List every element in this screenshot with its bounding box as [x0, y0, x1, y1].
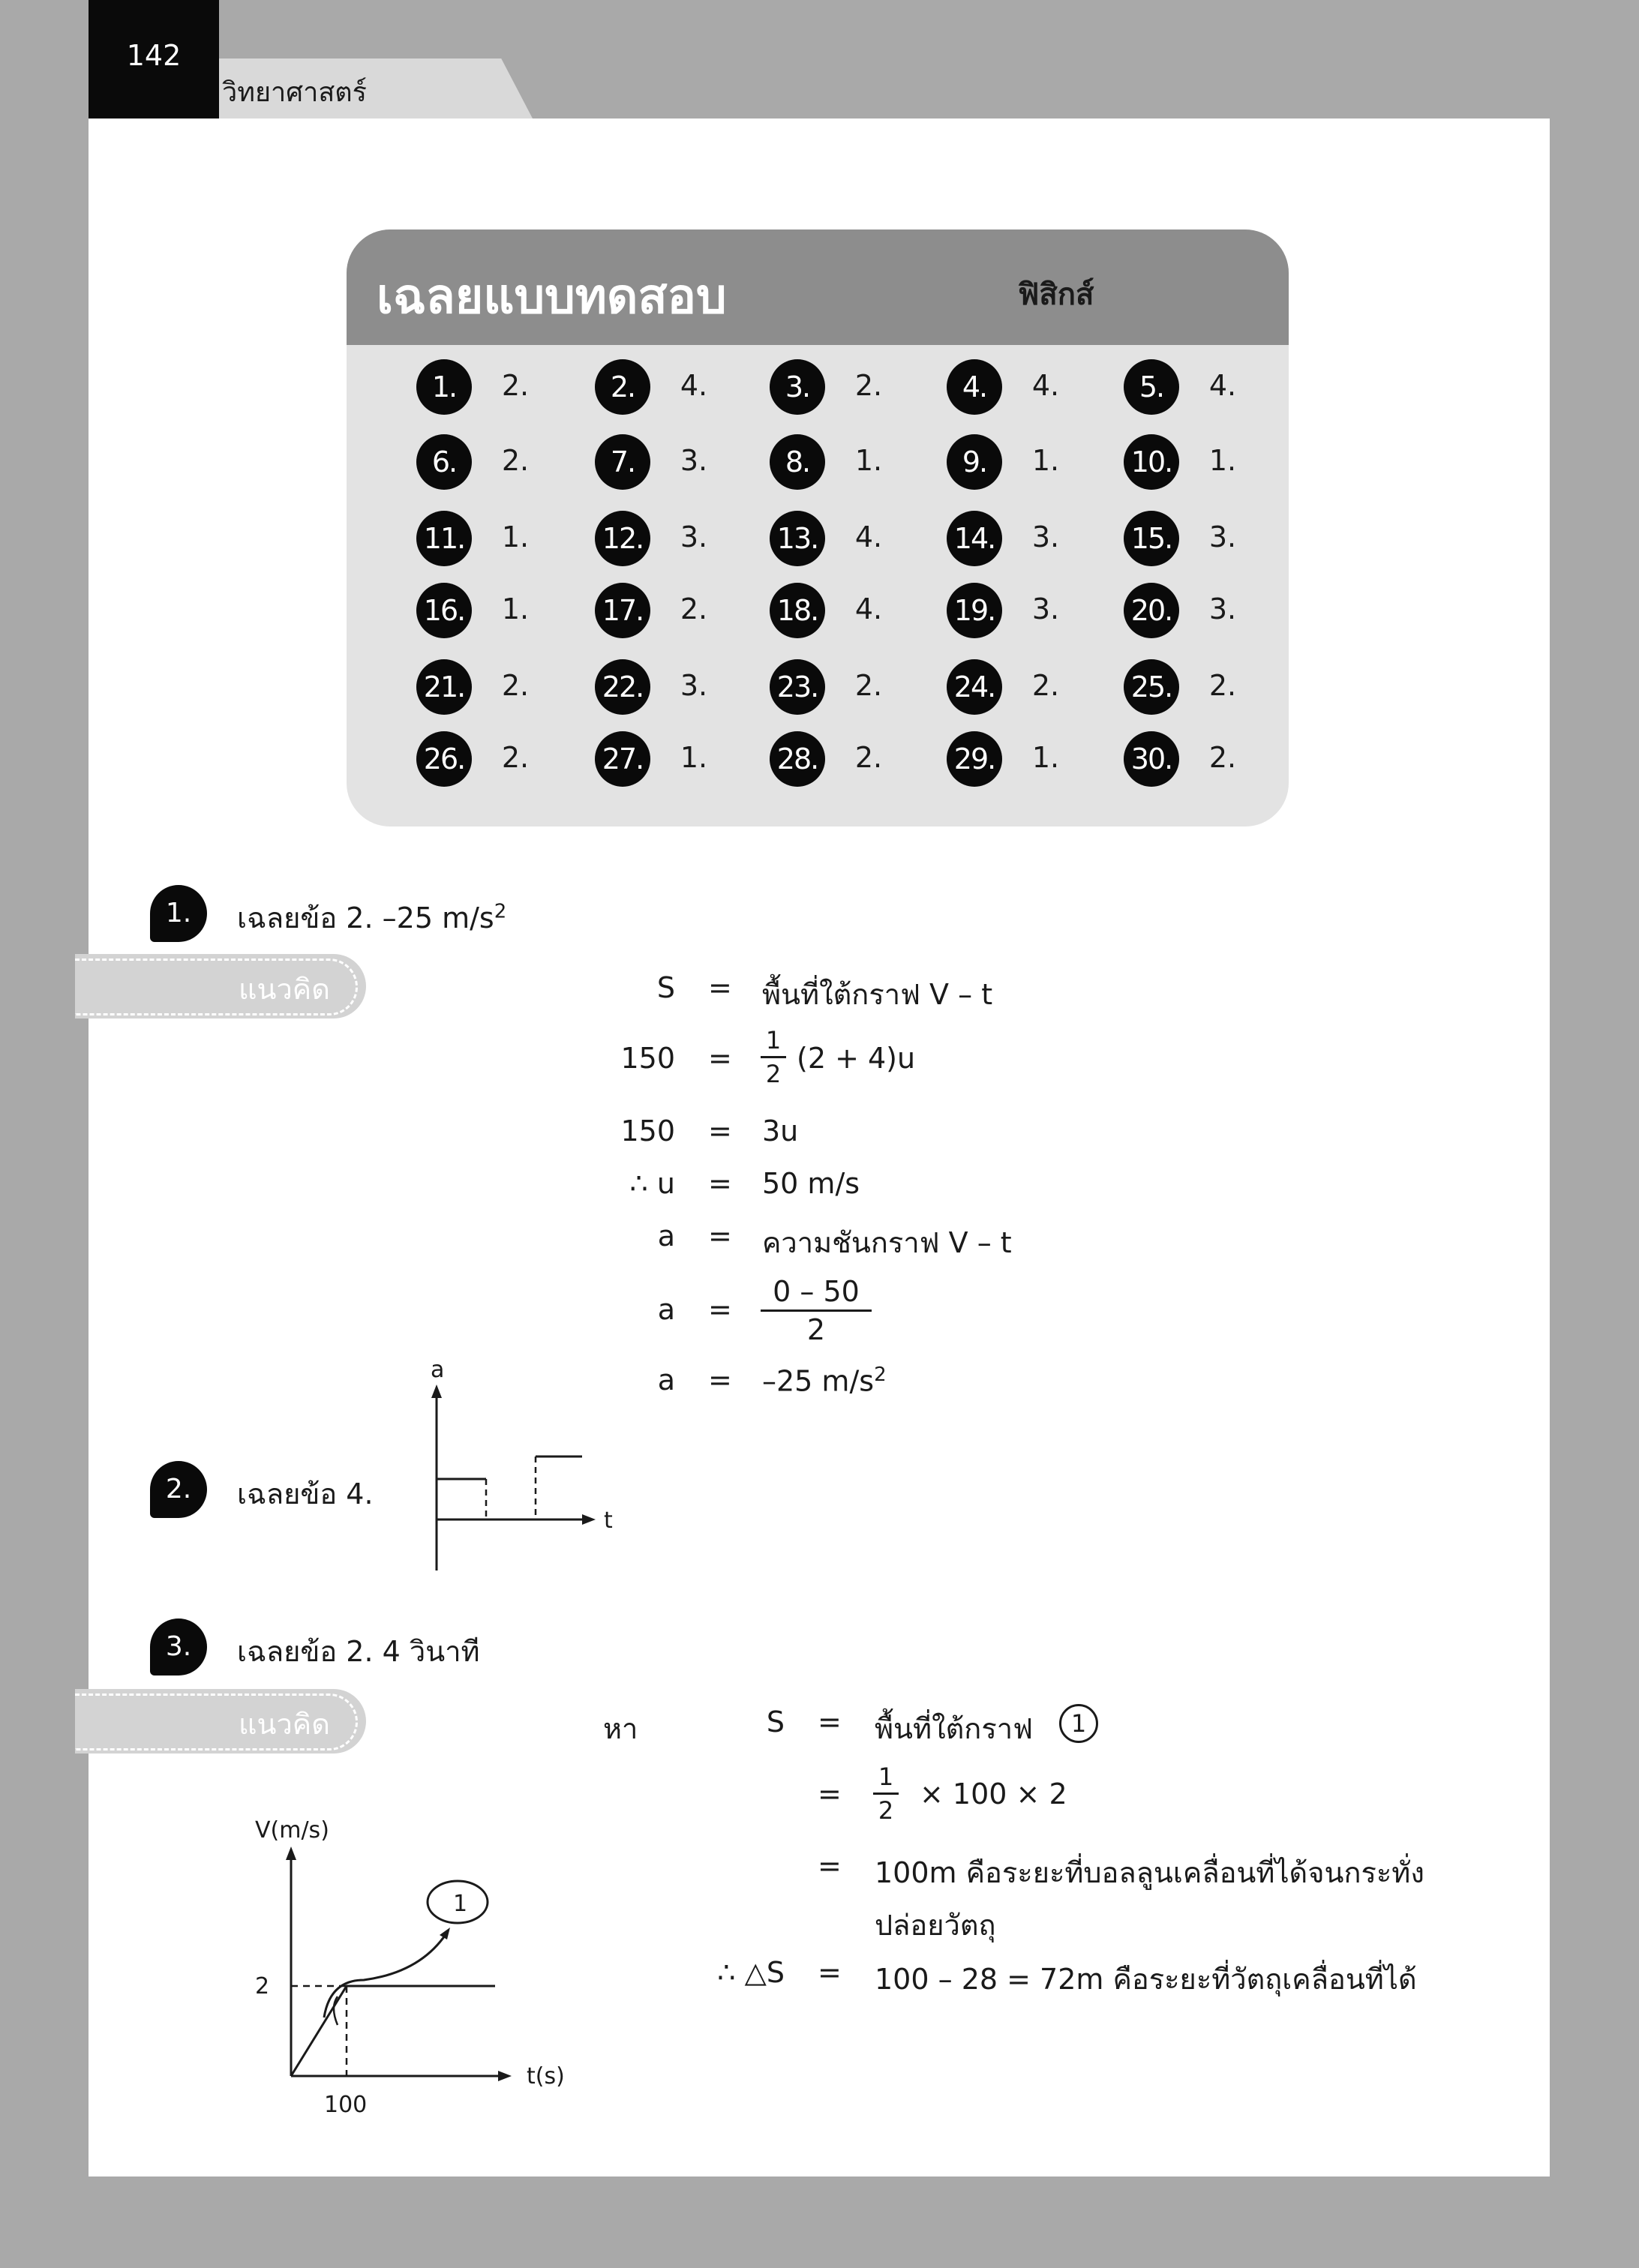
answer-choice-14: 3.: [1031, 520, 1060, 554]
answer-number-2: 2.: [595, 359, 650, 415]
q3-marker-label: 1: [453, 1891, 468, 1917]
answer-number-10: 10.: [1124, 434, 1179, 490]
answer-number-23: 23.: [770, 659, 825, 715]
answer-choice-3: 2.: [854, 369, 883, 402]
q1-line-3-equals: =: [708, 1114, 732, 1148]
answer-number-5: 5.: [1124, 359, 1179, 415]
answer-number-8: 8.: [770, 434, 825, 490]
q1-line-7-left: a: [657, 1364, 675, 1396]
answer-number-28: 28.: [770, 731, 825, 787]
page-number: 142: [126, 39, 182, 72]
answer-choice-24: 2.: [1031, 669, 1060, 702]
q3-line-3-right: 100m คือระยะที่บอลลูนเคลื่อนที่ได้จนกระทั่ง: [875, 1856, 1424, 1889]
q1-line-2-right: (2 + 4)u: [797, 1042, 916, 1075]
answer-choice-2: 4.: [680, 369, 708, 402]
q1-line-5-right: ความชันกราฟ V – t: [762, 1226, 1012, 1259]
answer-number-22: 22.: [595, 659, 650, 715]
answer-choice-8: 1.: [854, 444, 883, 477]
answer-choice-7: 3.: [680, 444, 708, 477]
answer-number-30: 30.: [1124, 731, 1179, 787]
q1-line-7-exponent: 2: [874, 1364, 887, 1386]
q3-line-2-equals: =: [818, 1778, 842, 1810]
answer-choice-22: 3.: [680, 669, 708, 702]
hint-tab-1-label: แนวคิด: [239, 973, 330, 1006]
q2-y-label: a: [431, 1357, 445, 1383]
q1-line-3-right: 3u: [762, 1114, 799, 1148]
question-1-answer: [237, 895, 506, 940]
answer-choice-10: 1.: [1208, 444, 1237, 477]
answer-number-3: 3.: [770, 359, 825, 415]
q1-line-4-left: ∴ u: [629, 1167, 675, 1200]
answer-choice-20: 3.: [1208, 592, 1237, 626]
answer-choice-13: 4.: [854, 520, 883, 554]
q1-line-7-value: –25 m/s: [762, 1364, 875, 1398]
question-1-answer-text: เฉลยข้อ 2. –25 m/s: [237, 902, 494, 934]
answer-choice-9: 1.: [1031, 444, 1060, 477]
q1-half-bar: [761, 1056, 786, 1058]
answer-number-13: 13.: [770, 511, 825, 566]
answer-number-14: 14.: [947, 511, 1002, 566]
q3-half-bar: [873, 1792, 899, 1795]
q1-slope-numerator: 0 – 50: [773, 1275, 860, 1308]
answer-choice-28: 2.: [854, 741, 883, 774]
answer-number-15: 15.: [1124, 511, 1179, 566]
q1-line-3-left: 150: [620, 1114, 675, 1148]
question-1-answer-exponent: 2: [494, 900, 507, 923]
question-3-number: 3.: [150, 1618, 207, 1676]
answer-key-title: เฉลยแบบทดสอบ: [377, 269, 727, 325]
answer-number-16: 16.: [416, 583, 472, 638]
question-2-number: 2.: [150, 1461, 207, 1518]
q1-slope-fraction: [761, 1275, 872, 1346]
q1-half-denominator: 2: [765, 1060, 782, 1088]
answer-number-9: 9.: [947, 434, 1002, 490]
q1-line-2-left: 150: [620, 1042, 675, 1075]
answer-choice-11: 1.: [501, 520, 530, 554]
hint-tab-3-label: แนวคิด: [239, 1708, 330, 1741]
q3-half-fraction: [873, 1762, 899, 1825]
answer-choice-15: 3.: [1208, 520, 1237, 554]
q3-half-denominator: 2: [878, 1796, 894, 1825]
q3-velocity-graph: [240, 1800, 585, 2130]
answer-number-24: 24.: [947, 659, 1002, 715]
q1-line-1-left: S: [656, 971, 675, 1004]
answer-number-20: 20.: [1124, 583, 1179, 638]
answer-number-11: 11.: [416, 511, 472, 566]
q3-line-2-right: × 100 × 2: [920, 1778, 1067, 1810]
answer-number-25: 25.: [1124, 659, 1179, 715]
q3-line-5-right: 100 – 28 = 72m คือระยะที่วัตถุเคลื่อนที่ได้: [875, 1963, 1417, 1996]
answer-choice-21: 2.: [501, 669, 530, 702]
q2-x-label: t: [604, 1508, 613, 1534]
q3-find-word: หา: [603, 1712, 638, 1745]
q3-velocity-line: [291, 1986, 495, 2076]
q1-line-5-left: a: [657, 1220, 675, 1252]
hint-tab-1: [75, 954, 366, 1018]
question-1-number: 1.: [150, 885, 207, 942]
q2-acceleration-graph: [413, 1350, 660, 1575]
answer-choice-18: 4.: [854, 592, 883, 626]
answer-number-17: 17.: [595, 583, 650, 638]
hint-tab-3: [75, 1689, 366, 1754]
q3-line-1-right: พื้นที่ใต้กราฟ: [875, 1712, 1033, 1745]
answer-choice-17: 2.: [680, 592, 708, 626]
q2-x-axis-arrow: [582, 1514, 596, 1525]
answer-choice-5: 4.: [1208, 369, 1237, 402]
q1-line-6-left: a: [657, 1293, 675, 1326]
q3-x-axis-arrow: [498, 2071, 512, 2081]
answer-key-subject: ฟิสิกส์: [1018, 278, 1094, 312]
answer-choice-25: 2.: [1208, 669, 1237, 702]
q1-line-2-equals: =: [708, 1042, 732, 1075]
q1-line-6-equals: =: [708, 1293, 732, 1326]
q3-x-tick: 100: [324, 2092, 368, 2118]
q3-line-5-left: ∴ △S: [717, 1956, 785, 1989]
q3-line-4-right: ปล่อยวัตถุ: [875, 1909, 996, 1942]
answer-key-box: [347, 230, 1289, 826]
q1-line-7-equals: =: [708, 1364, 732, 1396]
answer-choice-16: 1.: [501, 592, 530, 626]
answer-number-7: 7.: [595, 434, 650, 490]
q3-line-5-equals: =: [818, 1956, 842, 1989]
answer-choice-26: 2.: [501, 741, 530, 774]
q1-line-4-right: 50 m/s: [762, 1167, 860, 1200]
answer-number-21: 21.: [416, 659, 472, 715]
q3-line-1-equals: =: [818, 1706, 842, 1738]
answer-choice-1: 2.: [501, 369, 530, 402]
answer-choice-30: 2.: [1208, 741, 1237, 774]
q1-line-4-equals: =: [708, 1167, 732, 1200]
q3-circled-one: 1: [1059, 1704, 1098, 1743]
answer-choice-23: 2.: [854, 669, 883, 702]
q1-line-7-right: [762, 1364, 887, 1398]
answer-number-29: 29.: [947, 731, 1002, 787]
answer-number-12: 12.: [595, 511, 650, 566]
q3-y-label: V(m/s): [255, 1817, 329, 1844]
answer-number-26: 26.: [416, 731, 472, 787]
answer-number-6: 6.: [416, 434, 472, 490]
q1-line-5-equals: =: [708, 1220, 732, 1252]
answer-number-19: 19.: [947, 583, 1002, 638]
answer-choice-6: 2.: [501, 444, 530, 477]
q3-y-axis-arrow: [286, 1846, 296, 1860]
q3-line-1-left: S: [766, 1706, 785, 1738]
answer-number-27: 27.: [595, 731, 650, 787]
answer-number-4: 4.: [947, 359, 1002, 415]
answer-choice-27: 1.: [680, 741, 708, 774]
answer-choice-29: 1.: [1031, 741, 1060, 774]
q1-line-1-equals: =: [708, 971, 732, 1004]
q3-curve-arrow: [440, 1928, 450, 1940]
q1-line-1-right: พื้นที่ใต้กราฟ V – t: [762, 978, 993, 1011]
answer-choice-12: 3.: [680, 520, 708, 554]
q3-curve: [324, 1934, 446, 2018]
q3-half-numerator: 1: [878, 1762, 894, 1791]
q1-half-numerator: 1: [765, 1026, 782, 1054]
q1-slope-denominator: 2: [806, 1313, 826, 1346]
q3-x-label: t(s): [527, 2063, 565, 2090]
question-3-answer: เฉลยข้อ 2. 4 วินาที: [237, 1635, 480, 1668]
answer-number-18: 18.: [770, 583, 825, 638]
answer-choice-19: 3.: [1031, 592, 1060, 626]
answer-choice-4: 4.: [1031, 369, 1060, 402]
subject-tab-label: วิทยาศาสตร์: [222, 77, 368, 108]
q1-slope-bar: [761, 1310, 872, 1312]
answer-number-1: 1.: [416, 359, 472, 415]
question-2-answer: เฉลยข้อ 4.: [237, 1478, 374, 1510]
q1-half-fraction: [761, 1026, 786, 1088]
q2-y-axis-arrow: [431, 1384, 442, 1398]
q3-y-tick: 2: [255, 1973, 270, 2000]
q3-line-3-equals: =: [818, 1850, 842, 1882]
